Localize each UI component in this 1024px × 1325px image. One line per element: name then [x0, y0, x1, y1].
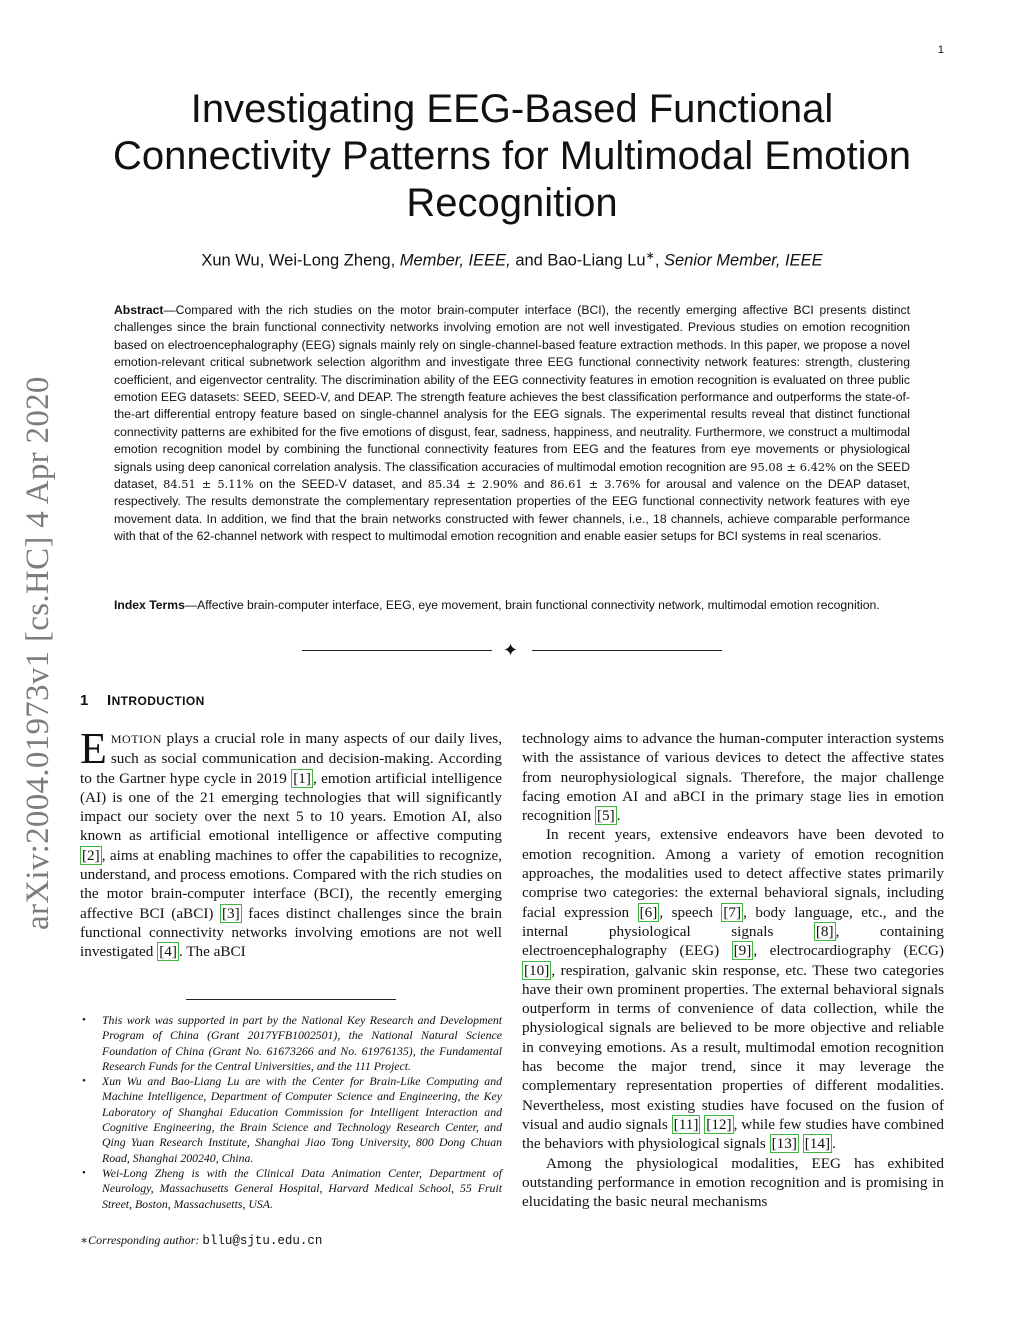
drop-cap: E	[80, 724, 107, 773]
author-line: Xun Wu, Wei-Long Zheng, Member, IEEE, and Bao-Liang Lu∗, Senior Member, IEEE	[201, 250, 823, 270]
footnotes	[80, 1013, 502, 1212]
section-title-initial: I	[107, 692, 112, 709]
abstract-label: Abstract	[114, 303, 164, 317]
abstract-text: —Compared with the rich studies on the motor brain-computer interface (BCI), the recently emerging affective BCI presents distinct challenges since the brain functional connectivity networks involving emotion are not well investigated. Previous studies on emotion recognition based on electroencephalography (EEG) signals mainly rely on single-channel-based feature extraction methods. In this paper, we propose a novel emotion-relevant critical subnetwork selection algorithm and investigate three EEG functional connectivity network features: strength, clustering coefficient, and eigenvector centrality. The discrimination ability of the EEG connectivity features in emotion recognition is evaluated on three public emotion EEG datasets: SEED, SEED-V, and DEAP. The strength feature achieves the best classification performance and outperforms the state-of-the-art differential entropy feature based on single-channel analysis for the EEG signals. The experimental results reveal that distinct functional connectivity patterns are exhibited for the five emotions of disgust, fear, sadness, happiness, and neutrality. Furthermore, we construct a multimodal emotion recognition model by combining the functional connectivity features from EEG and the features from eye movements or physiological signals using deep canonical correlation analysis. The classification accuracies of multimodal emotion recognition are	[114, 303, 910, 474]
small-caps-word: MOTION	[110, 732, 162, 746]
divider-diamond-icon: ✦	[503, 640, 519, 660]
left-column	[80, 724, 503, 962]
body-text: faces distinct challenges since the brain functional connectivity networks involving emotions are not well investigated	[80, 904, 503, 961]
body-text: , respiration, galvanic skin response, etc. These two categories have their own prominent properties. The external behavioral signals outperform in terms of convenience of data collection, while the physiological signals are believed to be more objective and reliable in conveying emotions. As a result, multimodal emotion recognition has become the major trend, since it may leverage the complementary representation properties of different modalities. Nevertheless, most existing studies have focused on the fusion of visual and audio signals	[522, 961, 944, 1133]
index-terms	[114, 597, 910, 614]
divider-line-right	[532, 650, 722, 651]
arxiv-identifier-stamp: arXiv:2004.01973v1 [cs.HC] 4 Apr 2020	[20, 376, 56, 930]
page-number: 1	[937, 44, 944, 56]
citation-link[interactable]: [12]	[706, 1115, 732, 1133]
body-text: , speech	[659, 903, 722, 921]
abstract-text: on the SEED-V dataset, and	[253, 477, 428, 492]
divider-line-left	[302, 650, 492, 651]
citation-link[interactable]: [2]	[82, 846, 100, 864]
footnote-text: This work was supported in part by the National Key Research and Development Program of China (Grant 2017YFB1002501), the National Natural Science Foundation of China (Grant No. 61673266 and No. 61976135), the Fundamental Research Funds for the Central Universities, and the 111 Project.	[102, 1013, 502, 1073]
corresponding-label: Corresponding author:	[88, 1233, 203, 1247]
citation-link[interactable]: [8]	[815, 922, 834, 940]
body-text: .	[616, 807, 621, 825]
author-role-2: Senior Member, IEEE	[664, 251, 823, 270]
body-text: In recent years, extensive endeavors have been devoted to emotion recognition. Among a variety of emotion recognition approaches, the modalities used to detect affective states primarily comprise two categories: the external behavioral signals, including facial expression	[522, 826, 944, 921]
corresponding-mark: ∗	[645, 250, 655, 262]
author-role-1: Member, IEEE,	[399, 251, 511, 270]
citation-link[interactable]: [7]	[723, 903, 742, 921]
section-title-rest: NTRODUCTION	[111, 694, 205, 708]
index-terms-text: —Affective brain-computer interface, EEG, eye movement, brain functional connectivity network, multimodal emotion recognition.	[184, 598, 880, 612]
body-text: technology aims to advance the human-computer interaction systems with the assistance of various devices to detect the affective states from neurophysiological signals. Therefore, the major challenge facing emotion AI and aBCI in the primary stage lies in emotion recognition	[522, 730, 944, 825]
body-text: , containing electroencephalography (EEG)	[522, 922, 944, 960]
citation-link[interactable]: [9]	[733, 942, 752, 960]
corresponding-mark: ∗	[80, 1233, 89, 1247]
section-heading-introduction	[80, 692, 205, 709]
corresponding-author	[80, 1233, 322, 1248]
section-number: 1	[80, 692, 89, 709]
body-text: , body language, etc., and the internal physiological signals	[522, 903, 944, 940]
abstract-text: and	[518, 477, 551, 492]
body-text: , while few studies have combined the behaviors with physiological signals	[522, 1115, 944, 1153]
body-text: plays a crucial role in many aspects of our daily lives, such as social communication and decision-making. According to the Gartner hype cycle in 2019	[80, 730, 502, 787]
body-text: , electrocardiography (ECG)	[753, 942, 944, 960]
seed-accuracy: 95.08 ± 6.42%	[750, 459, 836, 474]
body-text: , aims at enabling machines to offer the capabilities to recognize, understand, and process emotions. Compared with the rich studies on the motor brain-computer interface (BCI), the recently emerging affective BCI (aBCI)	[80, 846, 502, 922]
abstract	[114, 302, 910, 546]
citation-link[interactable]: [11]	[673, 1115, 699, 1133]
deap-valence-accuracy: 86.61 ± 3.76%	[550, 477, 641, 492]
body-text: , emotion artificial intelligence (AI) is one of the 21 emerging technologies that will significantly impact our society over the next 5 to 10 years. Emotion AI, also known as artificial emotional intelligence or affective computing	[80, 769, 502, 845]
citation-link[interactable]: [6]	[639, 903, 658, 921]
paper-title: Investigating EEG-Based Functional Connectivity Patterns for Multimodal Emotion Recognition	[112, 87, 912, 225]
right-column	[522, 729, 944, 1211]
paragraph-2	[522, 729, 944, 825]
author-names-1: Xun Wu, Wei-Long Zheng,	[201, 251, 400, 270]
citation-link[interactable]: [4]	[159, 943, 177, 961]
corresponding-email[interactable]: bllu@sjtu.edu.cn	[202, 1234, 323, 1248]
citation-link[interactable]: [5]	[596, 807, 615, 825]
footnote-text: Xun Wu and Bao-Liang Lu are with the Center for Brain-Like Computing and Machine Intelligence, Department of Computer Science and Engineering, the Key Laboratory of Shanghai Education Commission for Intelligent Interaction and Cognitive Engineering, the Brain Science and Technology Research Center, and Qing Yuan Research Institute, Shanghai Jiao Tong University, 800 Dong Chuan Road, Shanghai 200240, China.	[102, 1074, 502, 1165]
paragraph-1	[80, 724, 503, 962]
paragraph-4: Among the physiological modalities, EEG has exhibited outstanding performance in emotion recognition and is promising in elucidating the basic neural mechanisms	[522, 1154, 944, 1211]
citation-link[interactable]: [13]	[771, 1135, 797, 1153]
author-names-2: and Bao-Liang Lu	[510, 251, 646, 270]
citation-link[interactable]: [10]	[524, 961, 550, 979]
footnote-item	[80, 1013, 502, 1074]
seed-v-accuracy: 84.51 ± 5.11%	[163, 477, 254, 492]
citation-link[interactable]: [14]	[804, 1135, 831, 1153]
body-text: . The aBCI	[178, 943, 246, 961]
abstract-text: on the SEED dataset,	[114, 459, 910, 492]
body-text: .	[832, 1135, 836, 1153]
bullet-icon: •	[82, 1166, 86, 1179]
footnote-text: Wei-Long Zheng is with the Clinical Data Animation Center, Department of Neurology, Massachusetts General Hospital, Harvard Medical School, 55 Fruit Street, Boston, Massachusetts, USA.	[102, 1165, 502, 1211]
bullet-icon: •	[82, 1014, 86, 1026]
index-terms-label: Index Terms	[114, 598, 185, 612]
citation-link[interactable]: [1]	[293, 769, 311, 787]
citation-link[interactable]: [3]	[222, 904, 240, 922]
abstract-text: for arousal and valence on the DEAP dataset, respectively. The results demonstrate the complementary representation properties of the EEG functional connectivity network features with eye movement data. In addition, we find that the brain networks constructed with fewer channels, i.e., 18 channels, achieve comparable performance with that of the 62-channel network with respect to multimodal emotion recognition and enable easier setups for BCI systems in real scenarios.	[114, 477, 910, 544]
footnote-item	[80, 1166, 502, 1212]
paragraph-3	[522, 825, 944, 1153]
footnote-rule	[186, 999, 396, 1000]
deap-arousal-accuracy: 85.34 ± 2.90%	[427, 477, 519, 492]
bullet-icon: •	[82, 1075, 86, 1088]
footnote-item	[80, 1074, 502, 1166]
